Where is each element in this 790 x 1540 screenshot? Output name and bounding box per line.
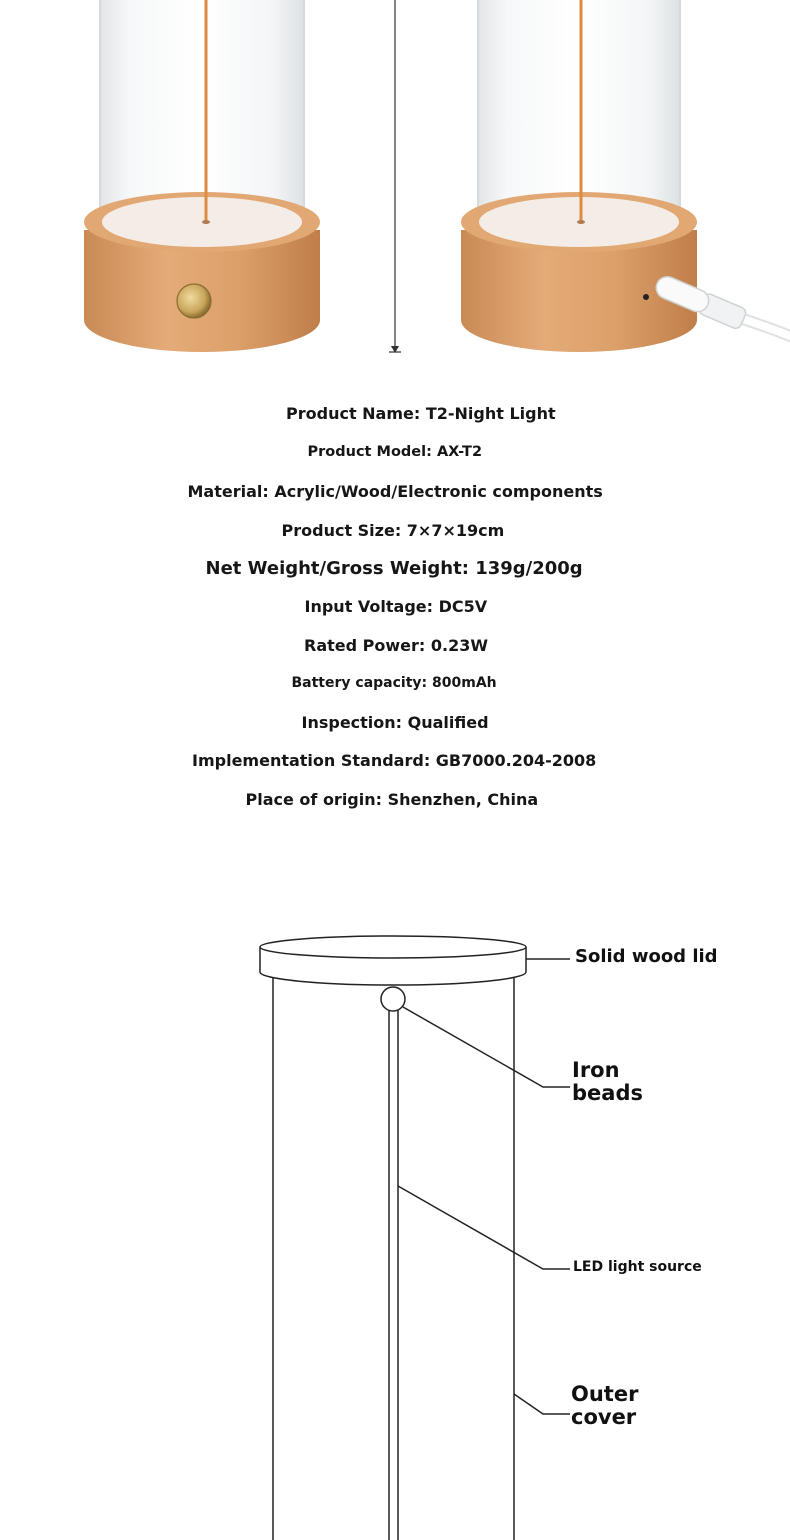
beads-leader	[403, 1007, 570, 1087]
spec-separator: :	[426, 597, 439, 616]
spec-line	[304, 636, 488, 655]
spec-label: Net Weight/Gross Weight	[205, 558, 462, 579]
label-outer-cover	[571, 1383, 638, 1428]
structure-diagram	[0, 920, 790, 1540]
spec-line	[246, 790, 539, 809]
lamp-left	[84, 0, 320, 352]
spec-value: Shenzhen, China	[387, 790, 539, 809]
spec-separator: :	[423, 751, 436, 770]
spec-label: Place of origin	[245, 790, 376, 809]
iron-bead	[381, 987, 405, 1011]
spec-value: 7×7×19cm	[406, 521, 505, 540]
label-iron-beads-line2: beads	[572, 1080, 643, 1105]
spec-value: Qualified	[407, 713, 489, 732]
spec-label: Product Size	[281, 521, 395, 540]
product-photo	[0, 0, 790, 365]
spec-line	[188, 482, 603, 501]
power-button	[177, 284, 211, 318]
spec-line	[292, 675, 497, 691]
indicator-dot	[643, 294, 649, 300]
label-solid-wood-lid: Solid wood lid	[575, 946, 718, 967]
spec-label: Material	[187, 482, 263, 501]
label-iron-beads-line1: Iron	[572, 1058, 620, 1082]
spec-line	[286, 404, 556, 423]
spec-line	[302, 713, 489, 732]
spec-separator: :	[375, 790, 388, 809]
spec-label: Product Name	[286, 404, 414, 423]
spec-separator: :	[426, 444, 437, 460]
spec-label: Input Voltage	[304, 597, 427, 616]
spec-line	[282, 521, 505, 540]
spec-label: Product Model	[307, 444, 427, 460]
spec-label: Rated Power	[304, 636, 419, 655]
spec-line	[206, 558, 583, 579]
label-outer-cover-line1: Outer	[571, 1382, 639, 1406]
spec-separator: :	[394, 521, 407, 540]
spec-label: Battery capacity	[291, 675, 422, 691]
spec-value: 139g/200g	[475, 558, 583, 579]
spec-line	[192, 751, 596, 770]
spec-separator: :	[461, 558, 476, 579]
label-iron-beads	[572, 1059, 643, 1104]
label-led-light-source: LED light source	[573, 1259, 702, 1275]
spec-separator: :	[418, 636, 431, 655]
spec-value: 800mAh	[432, 675, 497, 691]
spec-value: DC5V	[438, 597, 488, 616]
spec-value: Acrylic/Wood/Electronic components	[274, 482, 603, 501]
spec-line	[305, 597, 488, 616]
spec-value: AX-T2	[436, 444, 483, 460]
spec-separator: :	[395, 713, 408, 732]
spec-separator: :	[262, 482, 275, 501]
spec-value: 0.23W	[430, 636, 488, 655]
cover-leader	[514, 1394, 570, 1414]
label-outer-cover-line2: cover	[571, 1404, 637, 1429]
lamp-right	[461, 0, 790, 352]
led-leader	[398, 1186, 570, 1269]
solid-wood-lid	[260, 936, 526, 985]
spec-separator: :	[421, 675, 433, 691]
spec-line	[308, 444, 483, 460]
spec-separator: :	[413, 404, 426, 423]
spec-value: T2-Night Light	[425, 404, 556, 423]
spec-label: Implementation Standard	[192, 751, 424, 770]
spec-label: Inspection	[301, 713, 396, 732]
spec-value: GB7000.204-2008	[435, 751, 597, 770]
